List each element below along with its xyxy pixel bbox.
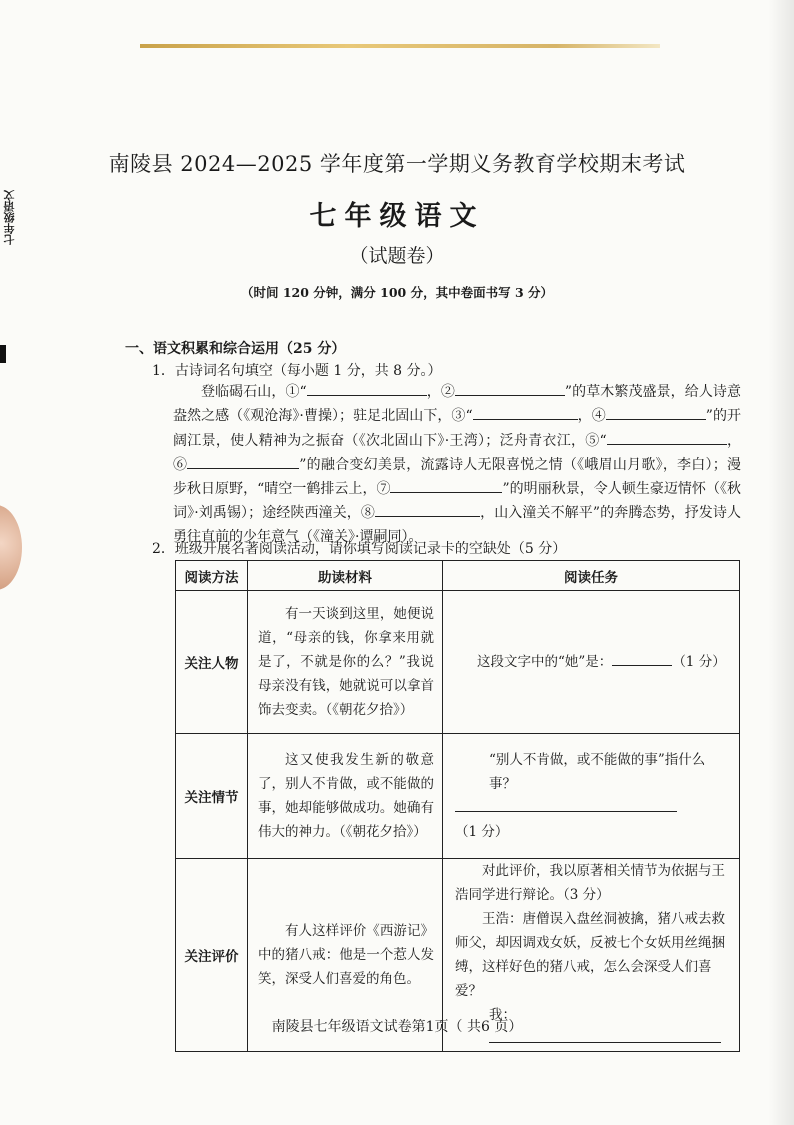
method-cell: 关注情节 <box>176 734 248 859</box>
blank-8[interactable] <box>375 501 480 517</box>
blank-4[interactable] <box>606 404 706 420</box>
question-1-body: 登临碣石山，①“ ，② ”的草木繁茂盛景，给人诗意盎然之感（《观沧海》·曹操）；驻足北固山下，③“ ，④ ”的开阔江景，使人精神为之振奋（《次北固山下》·王湾）；泛舟青衣江，⑤“ ，⑥ ”的融合变幻美景，流露诗人无限喜悦之情（《峨眉山月歌》，李白）；漫步秋日原野，“晴空一鹤排云上，⑦ ”的明丽秋景，令人顿生豪迈情怀（《秋词》·刘禹锡）；途经陕西潼关，⑧ ，山入潼关不解平”的奔腾态势，抒发诗人勇往直前的少年意气（《潼关》·谭嗣同）。 <box>173 380 741 549</box>
reading-record-table <box>175 560 740 1052</box>
blank-5[interactable] <box>607 429 727 445</box>
scan-top-stripe <box>140 44 660 48</box>
section-heading: 一、语文积累和综合运用（25 分） <box>125 341 346 357</box>
answer-line[interactable] <box>455 797 677 812</box>
scan-finger <box>0 505 22 590</box>
table-header-row <box>176 561 740 591</box>
material-cell: 有人这样评价《西游记》中的猪八戒：他是一个惹人发笑，深受人们喜爱的角色。 <box>248 859 443 1052</box>
table-header: 阅读任务 <box>443 561 740 591</box>
spine-label: 七年级语文 <box>3 190 16 245</box>
table-header: 助读材料 <box>248 561 443 591</box>
paper-type: （试题卷） <box>349 245 445 267</box>
page-footer: 南陵县七年级语文试卷第1页（ 共6 页） <box>271 1019 523 1035</box>
task-cell: 对此评价，我以原著相关情节为依据与王浩同学进行辩论。（3 分） 王浩：唐僧误入盘丝洞被擒，猪八戒去救师父，却因调戏女妖，反被七个女妖用丝绳捆缚，这样好色的猪八戒，怎么会深受人们喜爱？ 我： <box>443 859 740 1052</box>
exam-title: 南陵县 2024—2025 学年度第一学期义务教育学校期末考试 <box>108 152 686 176</box>
blank-7[interactable] <box>390 477 502 493</box>
blank-6[interactable] <box>187 453 299 469</box>
task-cell: “别人不肯做，或不能做的事”指什么事？ （1 分） <box>443 734 740 859</box>
subject-title: 七年级语文 <box>309 201 485 232</box>
table-row <box>176 591 740 734</box>
table-header: 阅读方法 <box>176 561 248 591</box>
question-2-heading: 2．班级开展名著阅读活动，请你填写阅读记录卡的空缺处（5 分） <box>152 541 567 557</box>
binding-mark <box>0 345 6 363</box>
method-cell: 关注人物 <box>176 591 248 734</box>
blank-3[interactable] <box>473 404 578 420</box>
answer-line[interactable] <box>612 651 672 666</box>
method-cell: 关注评价 <box>176 859 248 1052</box>
exam-info: （时间 120 分钟，满分 100 分，其中卷面书写 3 分） <box>241 285 553 300</box>
task-cell: 这段文字中的“她”是： （1 分） <box>443 591 740 734</box>
material-cell: 有一天谈到这里，她便说道，“母亲的钱，你拿来用就是了，不就是你的么？”我说母亲没有钱，她就说可以拿首饰去变卖。（《朝花夕拾》） <box>248 591 443 734</box>
blank-2[interactable] <box>455 380 565 396</box>
material-cell: 这又使我发生新的敬意了，别人不肯做，或不能做的事，她却能够做成功。她确有伟大的神力。（《朝花夕拾》） <box>248 734 443 859</box>
question-1-heading: 1．古诗词名句填空（每小题 1 分，共 8 分。） <box>152 363 442 379</box>
blank-1[interactable] <box>307 380 427 396</box>
table-row <box>176 734 740 859</box>
